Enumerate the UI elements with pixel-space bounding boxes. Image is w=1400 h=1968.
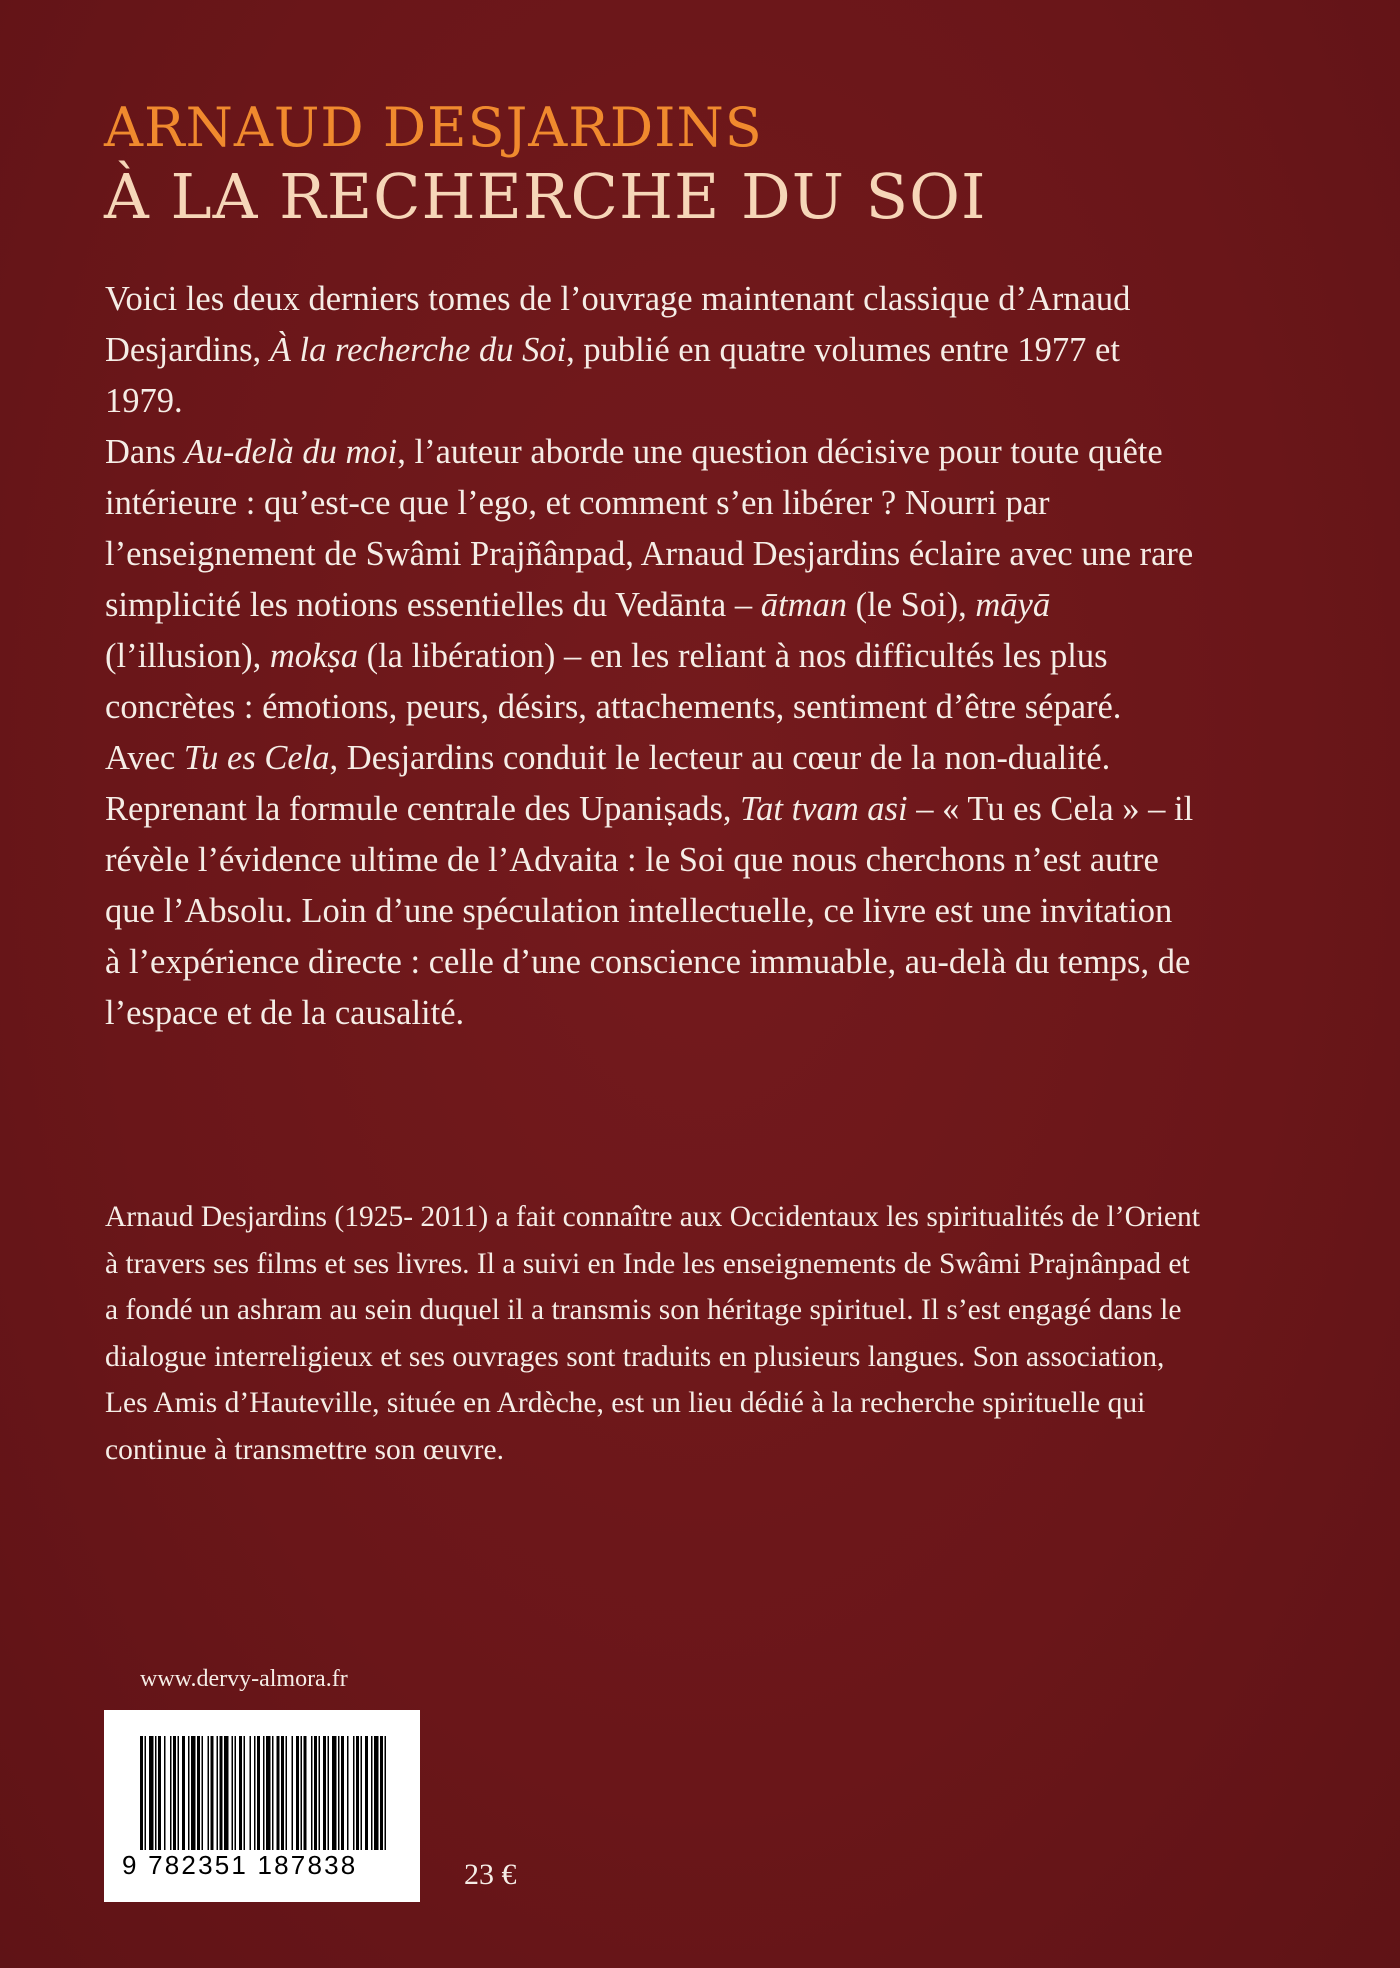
- barcode-bar: [235, 1736, 237, 1850]
- barcode-bar: [211, 1736, 214, 1850]
- author-bio: [105, 1194, 1205, 1473]
- description-text: Voici les deux derniers tomes de l’ouvrage maintenant classique d’Arnaud Desjardins,: [105, 280, 1131, 369]
- description-italic: À la recherche du Soi: [269, 331, 567, 369]
- barcode-bar: [149, 1736, 154, 1850]
- barcode-bar: [170, 1736, 172, 1850]
- barcode-bar: [365, 1736, 368, 1850]
- barcode-bar: [182, 1736, 185, 1850]
- barcode-bar: [239, 1736, 242, 1850]
- barcode-bar: [178, 1736, 180, 1850]
- description-italic: mokṣa: [269, 637, 358, 675]
- barcode-bar: [323, 1736, 326, 1850]
- barcode-bar: [188, 1736, 190, 1850]
- barcode-bar: [164, 1736, 166, 1850]
- description-text: (l’illusion),: [105, 637, 270, 675]
- barcode-bar: [341, 1736, 344, 1850]
- price: 23 €: [464, 1858, 517, 1891]
- barcode-bar: [173, 1736, 176, 1850]
- barcode-bar: [217, 1736, 219, 1850]
- description-paragraph-2: [105, 427, 1195, 733]
- barcode-bar: [140, 1736, 143, 1850]
- barcode-bar: [385, 1736, 387, 1850]
- publisher-website: www.dervy-almora.fr: [140, 1666, 348, 1692]
- isbn-digits: 9 782351 187838: [122, 1850, 358, 1880]
- barcode-bar: [371, 1736, 373, 1850]
- description-text: , Desjardins conduit le lecteur au cœur de la non-dualité. Reprenant la formule centrale des Upaniṣads,: [105, 739, 1111, 828]
- bio-paragraph: Arnaud Desjardins (1925- 2011) a fait connaître aux Occidentaux les spiritualités de l’Orient à travers ses films et ses livres. Il a suivi en Inde les enseignements de Swâmi Prajnânpad et a fondé un ashram au sein duquel il a transmis son héritage spirituel. Il s’est engagé dans le dialogue interreligieux et ses ouvrages sont traduits en plusieurs langues. Son association, Les Amis d’Hauteville, située en Ardèche, est un lieu dédié à la recherche spirituelle qui continue à transmettre son œuvre.: [105, 1201, 1200, 1466]
- book-title: À LA RECHERCHE DU SOI: [104, 160, 987, 233]
- description: [105, 274, 1195, 1039]
- barcode-bar: [145, 1736, 147, 1850]
- barcode-bar: [311, 1736, 313, 1850]
- barcode-bar: [338, 1736, 340, 1850]
- barcode-bar: [197, 1736, 200, 1850]
- barcode-bar: [361, 1736, 363, 1850]
- barcode-bar: [296, 1736, 299, 1850]
- barcode-bar: [356, 1736, 359, 1850]
- barcode-bar: [319, 1736, 321, 1850]
- barcode: [104, 1710, 420, 1902]
- description-text: Avec: [105, 739, 184, 777]
- description-text: (le Soi),: [846, 586, 976, 624]
- barcode-bar: [301, 1736, 303, 1850]
- barcode-bar: [374, 1736, 379, 1850]
- barcode-bar: [158, 1736, 161, 1850]
- description-text: Dans: [105, 433, 185, 471]
- barcode-bar: [224, 1736, 229, 1850]
- barcode-bar: [250, 1736, 252, 1850]
- barcode-bar: [380, 1736, 383, 1850]
- description-text: , publié en quatre volumes entre 1977 et 1979.: [105, 331, 1120, 420]
- barcode-bar: [155, 1736, 157, 1850]
- description-paragraph-1: [105, 274, 1195, 427]
- barcode-bar: [232, 1736, 234, 1850]
- barcode-bar: [266, 1736, 271, 1850]
- description-italic: ātman: [760, 586, 847, 624]
- barcode-bar: [347, 1736, 349, 1850]
- description-italic: Tu es Cela: [183, 739, 330, 777]
- description-text: (la libération) – en les reliant à nos difficultés les plus concrètes : émotions, peurs, désirs, attachements, sentiment d’être séparé.: [105, 637, 1122, 726]
- barcode-bars: [140, 1736, 386, 1850]
- barcode-bar: [332, 1736, 337, 1850]
- barcode-bar: [353, 1736, 355, 1850]
- description-text: – « Tu es Cela » – il révèle l’évidence ultime de l’Advaita : le Soi que nous cherchons n’est autre que l’Absolu. Loin d’une spéculation intellectuelle, ce livre est une invitation à l’expérience directe : celle d’une conscience immuable, au-delà du temps, de l’espace et de la causalité.: [105, 790, 1194, 1032]
- description-italic: Au-delà du moi: [184, 433, 398, 471]
- author-name: ARNAUD DESJARDINS: [104, 96, 763, 159]
- barcode-bar: [244, 1736, 246, 1850]
- barcode-bar: [220, 1736, 223, 1850]
- barcode-bar: [263, 1736, 265, 1850]
- barcode-bar: [286, 1736, 288, 1850]
- description-text: , l’auteur aborde une question décisive pour toute quête intérieure : qu’est-ce que l’ego, et comment s’en libérer ? Nourri par l’enseignement de Swâmi Prajñânpad, Arnaud Desjardins éclaire avec une rare simplicité les notions essentielles du Vedānta –: [105, 433, 1194, 624]
- barcode-bar: [208, 1736, 210, 1850]
- barcode-bar: [281, 1736, 284, 1850]
- barcode-bar: [292, 1736, 294, 1850]
- description-italic: māyā: [975, 586, 1051, 624]
- description-paragraph-3: [105, 733, 1195, 1039]
- barcode-bar: [254, 1736, 256, 1850]
- barcode-bar: [202, 1736, 204, 1850]
- barcode-bar: [272, 1736, 274, 1850]
- barcode-bar: [328, 1736, 330, 1850]
- barcode-bar: [277, 1736, 280, 1850]
- barcode-bar: [314, 1736, 317, 1850]
- barcode-bar: [191, 1736, 196, 1850]
- barcode-bar: [304, 1736, 307, 1850]
- barcode-bar: [257, 1736, 260, 1850]
- description-italic: Tat tvam asi: [740, 790, 908, 828]
